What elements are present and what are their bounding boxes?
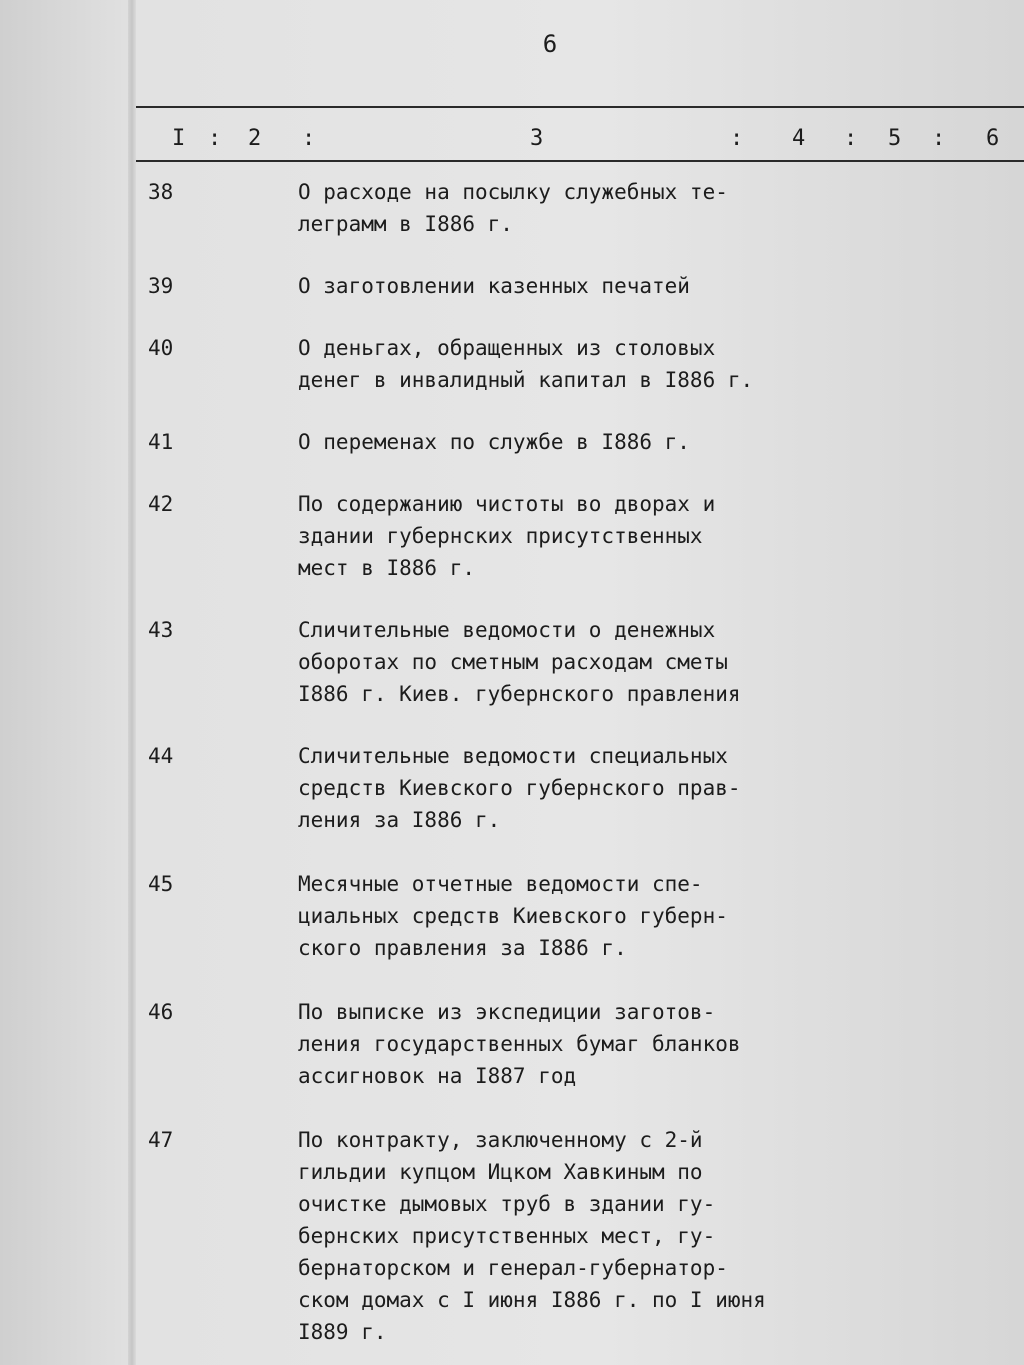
entry-number: 45 xyxy=(148,872,174,896)
column-separator: : xyxy=(302,126,316,151)
column-header-6: 6 xyxy=(986,126,1000,151)
entry-number: 39 xyxy=(148,274,174,298)
entry-title: О расходе на посылку служебных те- леграмм в I886 г. xyxy=(298,180,728,236)
entry-title: О деньгах, обращенных из столовых денег в инвалидный капитал в I886 г. xyxy=(298,336,754,392)
entry-title: О переменах по службе в I886 г. xyxy=(298,430,690,454)
column-separator: : xyxy=(844,126,858,151)
header-rule-top xyxy=(136,106,1024,108)
header-rule-bottom xyxy=(136,160,1024,162)
page-fold-shadow xyxy=(128,0,136,1365)
column-header-row xyxy=(136,126,1024,154)
entry-title: Месячные отчетные ведомости спе- циальных средств Киевского губерн- ского правления за I886 г. xyxy=(298,872,728,960)
column-header-3: 3 xyxy=(530,126,544,151)
entry-title: По выписке из экспедиции заготов- ления государственных бумаг бланков ассигновок на I887 год xyxy=(298,1000,741,1088)
column-separator: : xyxy=(730,126,744,151)
page-number: 6 xyxy=(542,30,558,58)
entry-title: По контракту, заключенному с 2-й гильдии купцом Ицком Хавкиным по очистке дымовых труб в здании гу- бернских присутственных мест, гу- бернаторском и генерал-губернатор- ском домах с I июня I886 г. по I июня I889 г. xyxy=(298,1128,766,1344)
entry-title: О заготовлении казенных печатей xyxy=(298,274,690,298)
entry-title: Сличительные ведомости специальных средств Киевского губернского прав- ления за I886 г. xyxy=(298,744,741,832)
entry-title: Сличительные ведомости о денежных оборотах по сметным расходам сметы I886 г. Киев. губернского правления xyxy=(298,618,741,706)
entry-number: 40 xyxy=(148,336,174,360)
column-separator: : xyxy=(208,126,222,151)
column-header-1: I xyxy=(172,126,186,151)
entry-number: 47 xyxy=(148,1128,174,1152)
column-header-5: 5 xyxy=(888,126,902,151)
entry-number: 44 xyxy=(148,744,174,768)
column-header-4: 4 xyxy=(792,126,806,151)
entry-number: 38 xyxy=(148,180,174,204)
entry-title: По содержанию чистоты во дворах и здании губернских присутственных мест в I886 г. xyxy=(298,492,716,580)
entry-number: 46 xyxy=(148,1000,174,1024)
entry-number: 41 xyxy=(148,430,174,454)
column-separator: : xyxy=(932,126,946,151)
entry-number: 42 xyxy=(148,492,174,516)
entry-number: 43 xyxy=(148,618,174,642)
column-header-2: 2 xyxy=(248,126,262,151)
